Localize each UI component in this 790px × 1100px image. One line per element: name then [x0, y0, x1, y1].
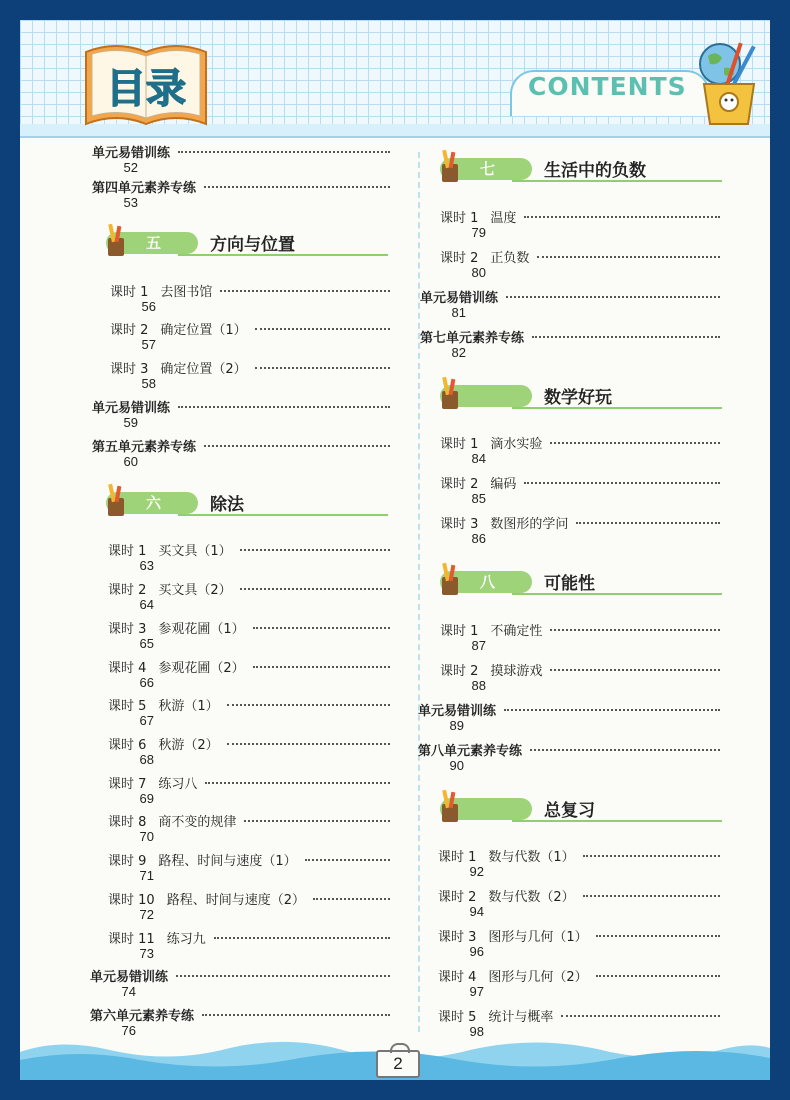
unit-header-review	[432, 788, 722, 828]
toc-entry[interactable]: 课时 3 图形与几何（1） 96	[438, 924, 728, 946]
toc-entry[interactable]: 课时 2 确定位置（1） 57	[110, 317, 398, 339]
toc-entry[interactable]: 课时 9 路程、时间与速度（1） 71	[108, 848, 398, 870]
unit-header-5	[98, 222, 388, 262]
toc-entry[interactable]: 单元易错训练 74	[90, 964, 398, 986]
toc-entry[interactable]: 课时 1 买文具（1） 63	[108, 538, 398, 560]
page-number: 2	[376, 1050, 420, 1078]
toc-entry[interactable]: 第五单元素养专练 60	[92, 434, 398, 456]
globe-pencil-cup-icon	[690, 38, 768, 130]
toc-entry[interactable]: 课时 1 去图书馆 56	[110, 279, 398, 301]
toc-entry[interactable]: 单元易错训练 59	[92, 395, 398, 417]
column-divider	[418, 152, 420, 1032]
pencil-cup-icon	[98, 222, 134, 258]
pencil-cup-icon	[432, 561, 468, 597]
toc-entry[interactable]: 课时 4 图形与几何（2） 97	[438, 964, 728, 986]
unit-number: 八	[480, 573, 496, 591]
unit-header-math-fun	[432, 375, 722, 415]
open-book-icon	[82, 38, 210, 130]
toc-entry[interactable]: 课时 1 数与代数（1） 92	[438, 844, 728, 866]
toc-entry[interactable]: 单元易错训练 52	[92, 140, 398, 162]
unit-title: 方向与位置	[210, 235, 295, 255]
toc-entry[interactable]: 课时 2 数与代数（2） 94	[438, 884, 728, 906]
toc-entry[interactable]: 课时 3 参观花圃（1） 65	[108, 616, 398, 638]
toc-entry[interactable]: 课时 2 摸球游戏 88	[440, 658, 728, 680]
toc-entry[interactable]: 第四单元素养专练 53	[92, 175, 398, 197]
unit-title: 数学好玩	[544, 388, 612, 408]
toc-entry[interactable]: 课时 4 参观花圃（2） 66	[108, 655, 398, 677]
toc-title: 目录	[106, 66, 186, 112]
toc-entry[interactable]: 第八单元素养专练 90	[418, 738, 728, 760]
toc-entry[interactable]: 课时 1 滴水实验 84	[440, 431, 728, 453]
contents-heading: CONTENTS	[528, 72, 687, 101]
toc-entry[interactable]: 课时 2 正负数 80	[440, 245, 728, 267]
toc-entry[interactable]: 课时 5 统计与概率 98	[438, 1004, 728, 1026]
toc-entry[interactable]: 课时 6 秋游（2） 68	[108, 732, 398, 754]
unit-title: 可能性	[544, 574, 595, 594]
toc-page	[20, 20, 770, 1080]
toc-entry[interactable]: 课时 8 商不变的规律 70	[108, 809, 398, 831]
toc-entry[interactable]: 课时 3 确定位置（2） 58	[110, 356, 398, 378]
unit-number: 五	[146, 234, 162, 252]
toc-entry[interactable]: 课时 5 秋游（1） 67	[108, 693, 398, 715]
toc-entry[interactable]: 课时 10 路程、时间与速度（2） 72	[108, 887, 398, 909]
toc-entry[interactable]: 第七单元素养专练 82	[420, 325, 728, 347]
toc-entry[interactable]: 单元易错训练 89	[418, 698, 728, 720]
toc-entry[interactable]: 课时 11 练习九 73	[108, 926, 398, 948]
unit-number: 六	[146, 494, 162, 512]
unit-title: 总复习	[544, 801, 595, 821]
toc-entry[interactable]: 第六单元素养专练 76	[90, 1003, 398, 1025]
pencil-cup-icon	[432, 148, 468, 184]
unit-header-8	[432, 561, 722, 601]
toc-entry[interactable]: 课时 2 编码 85	[440, 471, 728, 493]
unit-title: 生活中的负数	[544, 161, 646, 181]
toc-entry[interactable]: 单元易错训练 81	[420, 285, 728, 307]
unit-header-7	[432, 148, 722, 188]
unit-header-6	[98, 482, 388, 522]
toc-entry[interactable]: 课时 1 不确定性 87	[440, 618, 728, 640]
pencil-cup-icon	[432, 788, 468, 824]
pencil-cup-icon	[432, 375, 468, 411]
unit-title: 除法	[210, 495, 244, 515]
toc-entry[interactable]: 课时 1 温度 79	[440, 205, 728, 227]
toc-entry[interactable]: 课时 2 买文具（2） 64	[108, 577, 398, 599]
unit-number: 七	[480, 160, 496, 178]
toc-entry[interactable]: 课时 7 练习八 69	[108, 771, 398, 793]
toc-entry[interactable]: 课时 3 数图形的学问 86	[440, 511, 728, 533]
pencil-cup-icon	[98, 482, 134, 518]
